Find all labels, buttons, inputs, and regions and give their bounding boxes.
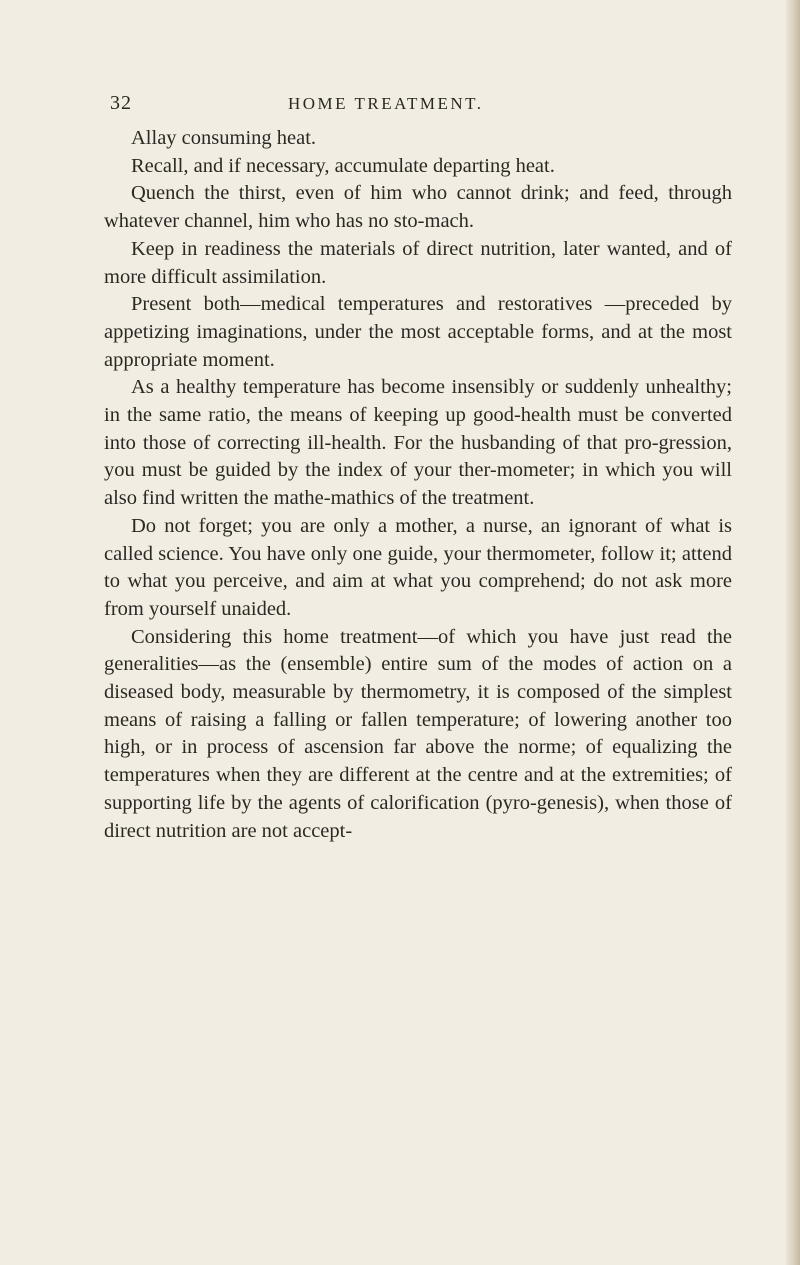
paragraph: Allay consuming heat. <box>131 127 317 149</box>
paragraph: Do not forget; you are only a mother, a nurse, an ignorant of what is called science. You have only one guide, your thermometer, follow it; attend to what you perceive, and aim at what you comprehend; do not ask more from yourself unaided. <box>104 514 732 620</box>
paragraph: Keep in readiness the materials of direct nutrition, later wanted, and of more difficult assimilation. <box>104 237 732 288</box>
body-text <box>104 125 732 845</box>
paragraph: As a healthy temperature has become insensibly or suddenly unhealthy; in the same ratio, the means of keeping up good-health must be converted into those of correcting ill-health. For the husbanding of that pro-gression, you must be guided by the index of your ther-mometer; in which you will also find written the mathe-mathics of the treatment. <box>104 376 732 510</box>
page-header <box>110 92 730 122</box>
paragraph: Quench the thirst, even of him who cannot drink; and feed, through whatever channel, him who has no sto-mach. <box>104 182 732 233</box>
running-head: HOME TREATMENT. <box>288 94 484 113</box>
page-edge <box>786 0 800 1265</box>
paragraph: Present both—medical temperatures and restoratives —preceded by appetizing imaginations, under the most acceptable forms, and at the most appropriate moment. <box>104 293 732 371</box>
paragraph: Recall, and if necessary, accumulate departing heat. <box>131 154 555 177</box>
page-number: 32 <box>110 92 132 114</box>
paragraph: Considering this home treatment—of which you have just read the generalities—as the (ensemble) entire sum of the modes of action on a diseased body, measurable by thermometry, it is composed of the simplest means of raising a falling or fallen temperature; of lowering another too high, or in process of ascension far above the norme; of equalizing the temperatures when they are different at the centre and at the extremities; of supporting life by the agents of calorification (pyro-genesis), when those of direct nutrition are not accept- <box>104 625 732 842</box>
